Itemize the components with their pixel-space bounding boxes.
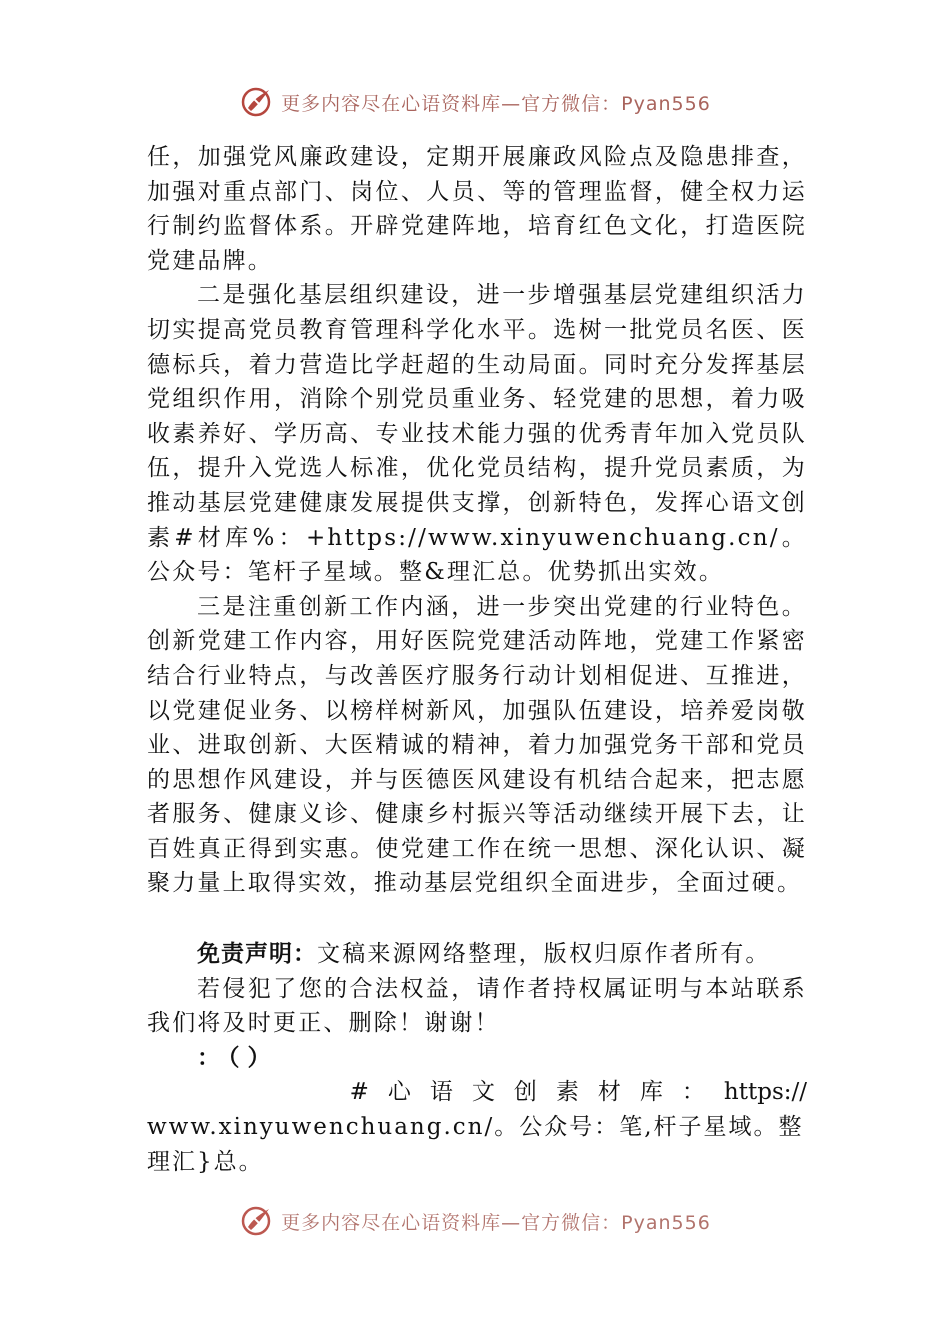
- document-body: [147, 140, 807, 1179]
- disclaimer-block: [147, 937, 807, 1075]
- header-watermark: [0, 82, 950, 122]
- library-logo-icon: [239, 84, 275, 120]
- watermark-text-footer: 更多内容尽在心语资料库—官方微信：Pyan556: [281, 1211, 711, 1234]
- disclaimer-label: 免责声明：: [197, 941, 317, 968]
- source-url-start: https://: [723, 1079, 807, 1106]
- source-line-1: [147, 1075, 807, 1110]
- source-rest: www.xinyuwenchuang.cn/。公众号：笔,杆子星域。整理汇}总。: [147, 1114, 804, 1175]
- footer-watermark: [0, 1204, 950, 1238]
- source-block: [147, 1075, 807, 1179]
- paragraph-3: 三是注重创新工作内涵，进一步突出党建的行业特色。创新党建工作内容，用好医院党建活动阵地，党建工作紧密结合行业特点，与改善医疗服务行动计划相促进、互推进，以党建促业务、以榜样树新风，加强队伍建设，培养爱岗敬业、进取创新、大医精诚的精神，着力加强党务干部和党员的思想作风建设，并与医德医风建设有机结合起来，把志愿者服务、健康义诊、健康乡村振兴等活动继续开展下去，让百姓真正得到实惠。使党建工作在统一思想、深化认识、凝聚力量上取得实效，推动基层党组织全面进步，全面过硬。: [147, 593, 807, 897]
- paragraph-2: 二是强化基层组织建设，进一步增强基层党建组织活力切实提高党员教育管理科学化水平。选树一批党员名医、医德标兵，着力营造比学赶超的生动局面。同时充分发挥基层党组织作用，消除个别党员重业务、轻党建的思想，着力吸收素养好、学历高、专业技术能力强的优秀青年加入党员队伍，提升入党选人标准，优化党员结构，提升党员素质，为推动基层党建健康发展提供支撑，创新特色，发挥心语文创素#材库%：+https://www.xinyuwenchuang.cn/。公众号：笔杆子星域。整&理汇总。优势抓出实效。: [147, 282, 807, 586]
- watermark-text: 更多内容尽在心语资料库—官方微信：Pyan556: [281, 92, 711, 115]
- paragraph-1: 任，加强党风廉政建设，定期开展廉政风险点及隐患排查，加强对重点部门、岗位、人员、等的管理监督，健全权力运行制约监督体系。开辟党建阵地，培育红色文化，打造医院党建品牌。: [147, 144, 807, 274]
- disclaimer-line: [147, 937, 807, 972]
- disclaimer-text-1: 文稿来源网络整理，版权归原作者所有。: [317, 941, 771, 968]
- disclaimer-colon-line: ：（）: [197, 1044, 279, 1071]
- library-logo-icon: [239, 1204, 275, 1238]
- source-prefix: #心语文创素材库：: [349, 1079, 724, 1106]
- disclaimer-text-2: 若侵犯了您的合法权益，请作者持权属证明与本站联系我们将及时更正、删除！谢谢！: [147, 975, 807, 1037]
